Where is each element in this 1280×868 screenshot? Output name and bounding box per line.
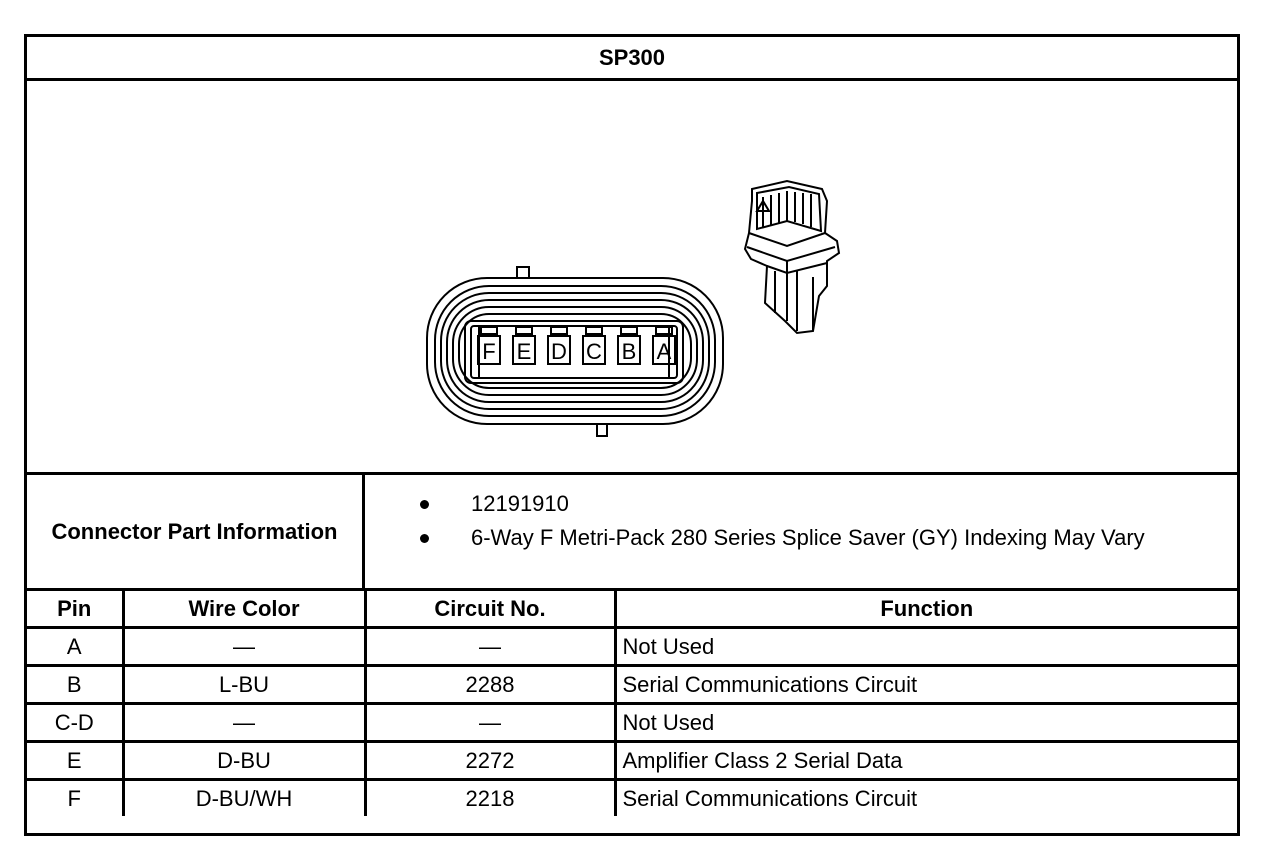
cell-pin: B — [27, 666, 123, 704]
connector-sheet — [24, 34, 1240, 836]
table-row — [27, 742, 1237, 780]
pin-label-a: A — [656, 339, 672, 364]
header-wire-color: Wire Color — [123, 591, 365, 628]
connector-info-label: Connector Part Information — [27, 475, 365, 588]
cell-circuit: 2272 — [365, 742, 615, 780]
pin-label-f: F — [482, 339, 496, 364]
cell-pin: A — [27, 628, 123, 666]
bullet-icon — [420, 534, 429, 543]
cell-wire-color: — — [123, 704, 365, 742]
connector-figure — [27, 81, 1237, 475]
cell-function: Not Used — [615, 704, 1237, 742]
header-function: Function — [615, 591, 1237, 628]
connector-title: SP300 — [27, 37, 1237, 81]
cell-function: Not Used — [615, 628, 1237, 666]
pinout-table — [27, 591, 1237, 816]
cell-wire-color: L-BU — [123, 666, 365, 704]
pin-label-b: B — [621, 339, 637, 364]
part-number-text: 12191910 — [471, 491, 569, 516]
connector-drawing — [27, 81, 1237, 472]
description-text: 6-Way F Metri-Pack 280 Series Splice Saver (GY) Indexing May Vary — [471, 525, 1145, 550]
connector-part-information — [27, 475, 1237, 591]
cell-wire-color: D-BU — [123, 742, 365, 780]
connector-perspective-view — [745, 181, 839, 333]
cell-pin: E — [27, 742, 123, 780]
table-header-row — [27, 591, 1237, 628]
header-pin: Pin — [27, 591, 123, 628]
cell-wire-color: D-BU/WH — [123, 780, 365, 817]
cell-pin: F — [27, 780, 123, 817]
pin-label-e: E — [516, 339, 532, 364]
cell-function: Amplifier Class 2 Serial Data — [615, 742, 1237, 780]
header-circuit-no: Circuit No. — [365, 591, 615, 628]
table-row — [27, 666, 1237, 704]
cell-pin: C-D — [27, 704, 123, 742]
cell-circuit: — — [365, 628, 615, 666]
table-row — [27, 704, 1237, 742]
table-row — [27, 780, 1237, 817]
cell-circuit: 2288 — [365, 666, 615, 704]
info-item-part-number — [365, 487, 1237, 521]
pin-label-d: D — [551, 339, 567, 364]
info-item-description — [365, 521, 1237, 555]
connector-face-view — [427, 267, 723, 436]
bullet-icon — [420, 500, 429, 509]
cell-circuit: 2218 — [365, 780, 615, 817]
pin-label-c: C — [586, 339, 602, 364]
cell-circuit: — — [365, 704, 615, 742]
cell-function: Serial Communications Circuit — [615, 780, 1237, 817]
table-row — [27, 628, 1237, 666]
cell-function: Serial Communications Circuit — [615, 666, 1237, 704]
connector-info-list — [365, 475, 1237, 588]
cell-wire-color: — — [123, 628, 365, 666]
